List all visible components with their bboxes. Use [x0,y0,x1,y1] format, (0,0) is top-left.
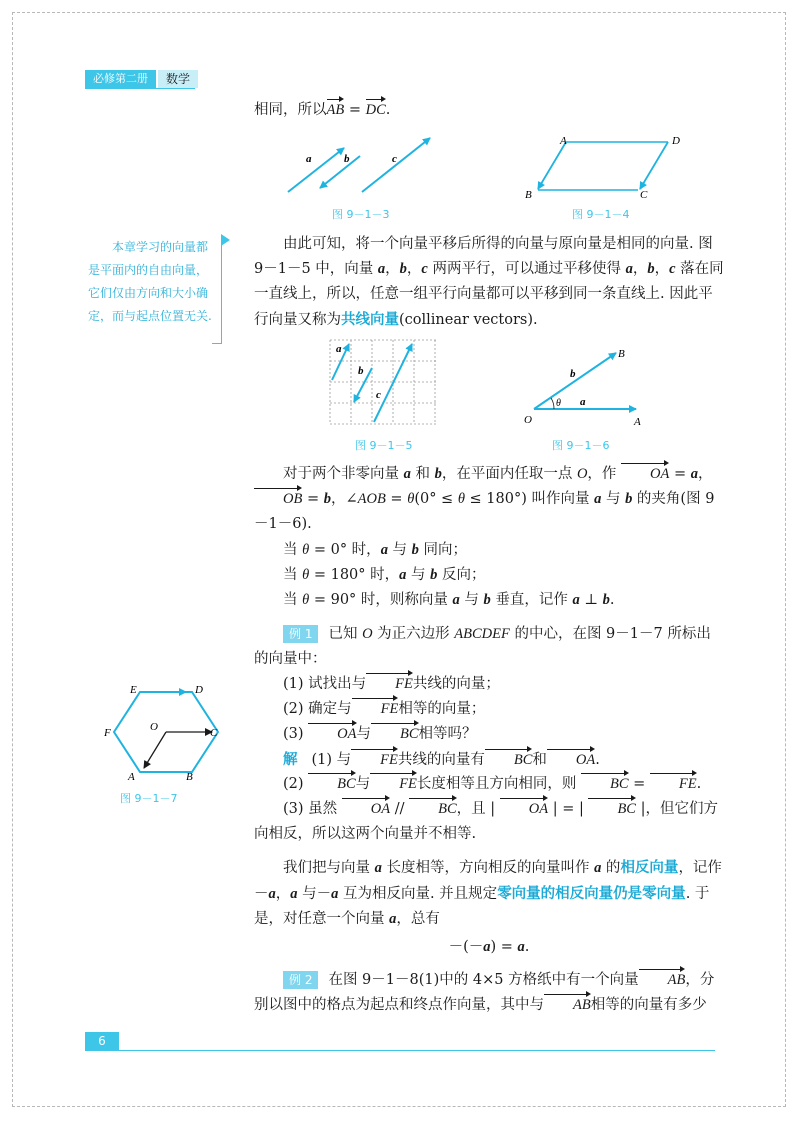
math-a: a [380,542,388,558]
example-1 [254,622,724,672]
figure-9-1-6 [520,343,650,428]
case-perpendicular [254,588,724,613]
text: | = | [548,801,589,817]
label-O: O [524,414,532,426]
text: ≤ 180°) 叫作向量 [464,491,595,507]
text: 长度相等且方向相同，则 [416,776,582,792]
vector-BC: BC [371,722,419,747]
text: 共线的向量； [412,676,500,692]
math-b: b [647,261,655,277]
term-zero-vector-rule: 零向量的相反向量仍是零向量 [497,885,686,902]
text: 与 [601,491,626,507]
text: = [302,491,324,507]
label-F: F [104,727,111,739]
solution-1 [254,747,724,773]
vector-AB [538,142,566,189]
vector-FE: FE [370,772,417,797]
label-a: a [336,343,342,355]
label-E: E [130,684,137,696]
text: = [669,466,691,482]
paragraph-1 [254,98,724,123]
text: 对于两个非零向量 [283,466,404,482]
text: 为正六边形 [372,626,455,642]
text: 当 [283,542,303,558]
math-b: b [434,466,442,482]
text: 相等的向量； [398,701,486,717]
math-theta: θ [457,491,465,507]
math-theta: θ [302,567,310,583]
math-theta: θ [302,542,310,558]
math-b: b [602,592,610,608]
text: ， [275,886,291,902]
margin-note-corner [212,343,222,344]
text: (1) 试找出与 [283,676,367,692]
vector-OA: OA [547,748,595,773]
margin-note: 本章学习的向量都是平面内的自由向量，它们仅由方向和大小确定，而与起点位置无关. [88,240,212,323]
math-a: a [483,939,491,955]
math-a: a [399,567,407,583]
formula [254,935,724,960]
text: 由此可知，将一个向量平移后所得的向量与原向量是相同的向量. 图 9－1－5 中，向量 [254,236,713,277]
text: 互为相反向量. 并且规定 [338,886,498,902]
text: 两两平行，可以通过平移使得 [427,261,626,277]
text: ) = [490,939,518,955]
vector-AB: AB [544,993,591,1018]
math-hexagon: ABCDEF [454,626,510,642]
text: 反向； [437,567,486,583]
math-theta: θ [407,491,415,507]
vector-BC: BC [485,748,533,773]
text: ， [632,261,648,277]
example-2-tag: 例 2 [283,971,318,989]
caption-9-1-6: 图 9－1－6 [552,439,610,452]
math-b: b [323,491,331,507]
text: 已知 [328,626,363,642]
text: 相等的向量有多少 [590,997,707,1013]
paragraph-3 [254,462,724,537]
text: 长度相等，方向相反的向量叫作 [381,860,595,876]
figure-9-1-4 [522,132,692,202]
text: 的 [601,860,621,876]
text: 与 [356,726,371,742]
text: 当 [283,592,303,608]
math-a: a [594,860,602,876]
math-AOB: AOB [357,491,386,507]
label-A: A [128,771,135,782]
label-B: B [525,189,532,201]
text: 与 [355,776,371,792]
footer-rule [85,1050,715,1051]
text: 相等吗？ [418,726,477,742]
math-a: a [403,466,411,482]
figure-9-1-7 [100,682,230,782]
label-b: b [358,365,364,377]
math-a: a [331,886,339,902]
text: 与 [406,567,431,583]
margin-note-rule [221,236,222,344]
solution-tag: 解 [283,751,298,768]
vector-BC: BC [308,772,356,797]
vector-DC [640,142,668,189]
label-D: D [672,135,680,147]
text: |，但它们方向相反，所以这两个向量并不相等. [254,801,718,842]
vector-b-arrow [320,156,360,188]
vector-FE: FE [351,748,398,773]
example-1-tag: 例 1 [283,625,318,643]
vector-OB [534,353,616,409]
text: ， [654,261,670,277]
margin-note-pointer [221,234,230,246]
math-O: O [576,466,588,482]
math-b: b [411,542,419,558]
text: (3) 虽然 [283,801,342,817]
vector-OA [144,732,166,768]
label-a: a [306,153,312,165]
math-a: a [374,860,382,876]
text: = 0° 时， [309,542,381,558]
paragraph-2 [254,232,724,333]
text: ，且 | [456,801,500,817]
figure-9-1-3 [280,128,440,200]
text: . [595,752,600,768]
angle-arc [551,398,554,409]
case-opposite-direction [254,563,724,588]
header-rule [85,88,195,89]
text: 与 [387,542,412,558]
text: 垂直，记作 [490,592,573,608]
math-a: a [594,491,602,507]
text: ，作 [587,466,622,482]
text: = 180° 时， [309,567,400,583]
page-number: 6 [85,1032,119,1050]
vector-FE: FE [352,697,399,722]
caption-9-1-4: 图 9－1－4 [572,208,630,221]
label-C: C [210,727,218,739]
text: ， [406,261,422,277]
math-a: a [377,261,386,277]
label-D: D [195,684,203,696]
math-a: a [625,261,633,277]
label-c: c [376,389,381,401]
figure-9-1-5 [328,338,438,428]
caption-9-1-5: 图 9－1－5 [355,439,413,452]
vector-AB: AB [327,98,345,123]
text: = [344,102,366,118]
text: 在图 9－1－8(1)中的 4×5 方格纸中有一个向量 [328,972,639,988]
solution-3 [254,797,724,847]
vector-BC: BC [588,797,636,822]
label-c: c [392,153,397,165]
math-a: a [517,939,525,955]
label-theta: θ [556,398,561,409]
vector-OB: OB [254,487,302,512]
math-O: O [362,626,373,642]
vector-BC: BC [409,797,457,822]
text: 的中心，在图 9－1－7 所标出的向量中： [254,626,711,667]
text: ， [698,466,713,482]
vector-OA: OA [621,462,669,487]
label-A: A [634,416,641,428]
math-a: a [290,886,298,902]
perp-symbol: ⊥ [579,592,603,608]
text: 当 [283,567,303,583]
case-same-direction [254,538,724,563]
vector-OA: OA [500,797,548,822]
math-c: c [421,261,428,277]
question-3 [254,722,724,747]
vector-FE: FE [650,772,697,797]
text: ，记作－ [254,860,722,902]
vector-FE: FE [366,672,413,697]
math-b: b [399,261,407,277]
math-b: b [625,491,633,507]
book-title: 必修第二册 [85,70,156,88]
text: // [390,801,410,817]
text: (2) 确定与 [283,701,352,717]
math-a: a [690,466,698,482]
text: . 于是，对任意一个向量 [254,886,710,927]
text: . [696,776,702,792]
text: (0° ≤ [414,491,458,507]
text: (2) [283,776,309,792]
text: ，分别以图中的格点为起点和终点作向量，其中与 [254,972,715,1013]
text: 与－ [297,886,332,902]
text: 与 [459,592,484,608]
text: 和 [410,466,435,482]
term-opposite-vector: 相反向量 [620,859,679,876]
label-b: b [570,368,576,380]
running-header [85,70,198,88]
text: 我们把与向量 [283,860,375,876]
text: 同向； [418,542,468,558]
label-B: B [618,348,625,360]
text: －(－ [448,939,484,955]
label-C: C [640,189,648,201]
question-2 [254,697,724,722]
solution-2 [254,772,724,797]
vector-a-arrow [288,148,344,192]
text: = [385,491,408,507]
text: ，总有 [396,911,440,927]
vector-AB: AB [639,968,686,993]
vector-c-arrow [374,344,412,422]
math-c: c [669,261,676,277]
example-2 [254,968,724,1018]
text: 共线的向量有 [397,752,485,768]
label-O: O [150,721,158,733]
text: 相同，所以 [254,102,327,118]
text: 的夹角(图 9－1－6). [254,491,715,532]
text: 和 [532,752,547,768]
text: = [628,776,650,792]
label-B: B [186,771,193,782]
label-a: a [580,396,586,408]
text: . [524,939,530,955]
caption-9-1-7: 图 9－1－7 [120,792,178,805]
text: . [385,102,391,118]
vector-BC: BC [581,772,629,797]
text: (3) [283,726,309,742]
text: (1) 与 [311,752,352,768]
vector-OA: OA [308,722,356,747]
vector-DC: DC [366,98,386,123]
caption-9-1-3: 图 9－1－3 [332,208,390,221]
vector-OA: OA [342,797,390,822]
paragraph-opposite-vector [254,855,724,932]
math-a: a [268,886,276,902]
term-collinear-vectors: 共线向量 [341,311,399,328]
text: (collinear vectors). [399,312,538,328]
text: = 90° 时，则称向量 [309,592,453,608]
math-a: a [452,592,460,608]
subject-title: 数学 [158,70,198,88]
math-a: a [572,592,580,608]
text: ，在平面内任取一点 [441,466,577,482]
vector-c-arrow [362,138,430,192]
text: ， [385,261,400,277]
math-b: b [483,592,491,608]
label-A: A [560,135,567,147]
text: 落在同一直线上，所以，任意一组平行向量都可以平移到同一条直线上. 因此平行向量又称为 [254,261,724,328]
text: ，∠ [330,491,358,507]
label-b: b [344,153,350,165]
math-a: a [389,911,397,927]
text: . [609,592,615,608]
math-theta: θ [302,592,310,608]
math-b: b [430,567,438,583]
question-1 [254,672,724,697]
